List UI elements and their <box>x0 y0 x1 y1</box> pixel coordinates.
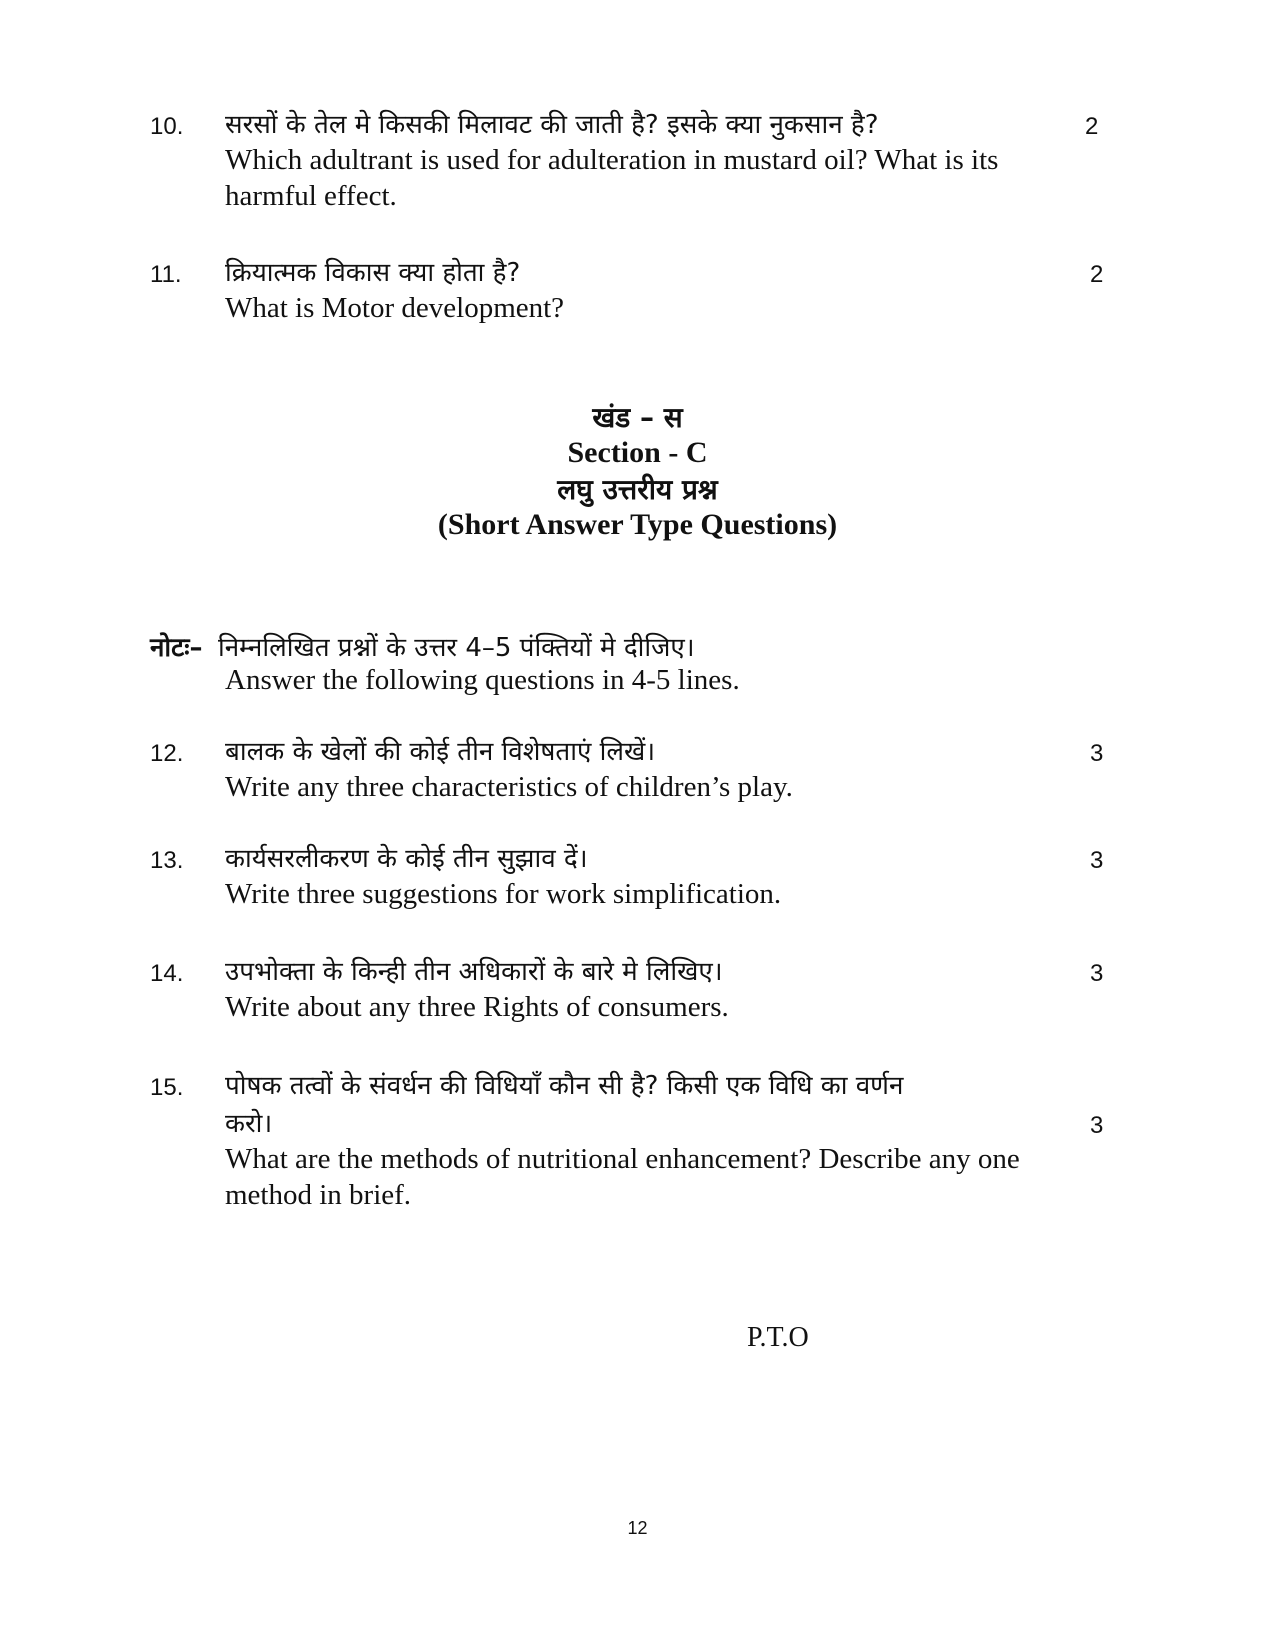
question-hindi-text: बालक के खेलों की कोई तीन विशेषताएं लिखें। <box>225 737 656 767</box>
pto-label: P.T.O <box>747 1322 809 1353</box>
question-hindi-text-line1: पोषक तत्वों के संवर्धन की विधियाँ कौन सी है? किसी एक विधि का वर्णन <box>225 1071 904 1101</box>
question-marks: 3 <box>1090 960 1104 987</box>
question-english-text: Write three suggestions for work simplification. <box>225 878 782 910</box>
question-hindi-text: कार्यसरलीकरण के कोई तीन सुझाव दें। <box>225 844 588 874</box>
section-title-hindi: खंड – स <box>592 401 683 434</box>
question-number: 11. <box>150 261 182 288</box>
section-title-english: Section - C <box>567 436 708 469</box>
question-number: 13. <box>150 847 184 874</box>
question-english-text: What is Motor development? <box>225 292 565 324</box>
question-hindi-text-line2: करो। <box>225 1109 273 1139</box>
note-label: नोटः– <box>150 633 203 663</box>
question-marks: 3 <box>1090 1112 1104 1139</box>
section-subtitle-english: (Short Answer Type Questions) <box>437 508 838 541</box>
question-hindi-text: सरसों के तेल मे किसकी मिलावट की जाती है? इसके क्या नुकसान है? <box>225 110 879 140</box>
question-english-text: Which adultrant is used for adulteration in mustard oil? What is its harmful effect. <box>225 144 999 212</box>
question-number: 14. <box>150 960 184 987</box>
question-hindi-text: उपभोक्ता के किन्ही तीन अधिकारों के बारे मे लिखिए। <box>225 957 723 987</box>
section-subtitle-hindi: लघु उत्तरीय प्रश्न <box>557 473 718 506</box>
question-marks: 3 <box>1090 740 1104 767</box>
question-english-text: What are the methods of nutritional enhancement? Describe any one method in brief. <box>225 1143 1020 1211</box>
question-english-text: Write any three characteristics of children’s play. <box>225 771 793 803</box>
question-marks: 3 <box>1090 847 1104 874</box>
question-marks: 2 <box>1085 113 1099 140</box>
question-marks: 2 <box>1090 261 1104 288</box>
note-hindi-text: निम्नलिखित प्रश्नों के उत्तर 4–5 पंक्तियों मे दीजिए। <box>218 633 695 663</box>
question-number: 15. <box>150 1074 184 1101</box>
page-number: 12 <box>627 1518 648 1538</box>
note-english-text: Answer the following questions in 4-5 lines. <box>225 664 740 696</box>
question-number: 10. <box>150 113 184 140</box>
question-number: 12. <box>150 740 184 767</box>
question-hindi-text: क्रियात्मक विकास क्या होता है? <box>225 258 521 288</box>
question-english-text: Write about any three Rights of consumers. <box>225 991 729 1023</box>
